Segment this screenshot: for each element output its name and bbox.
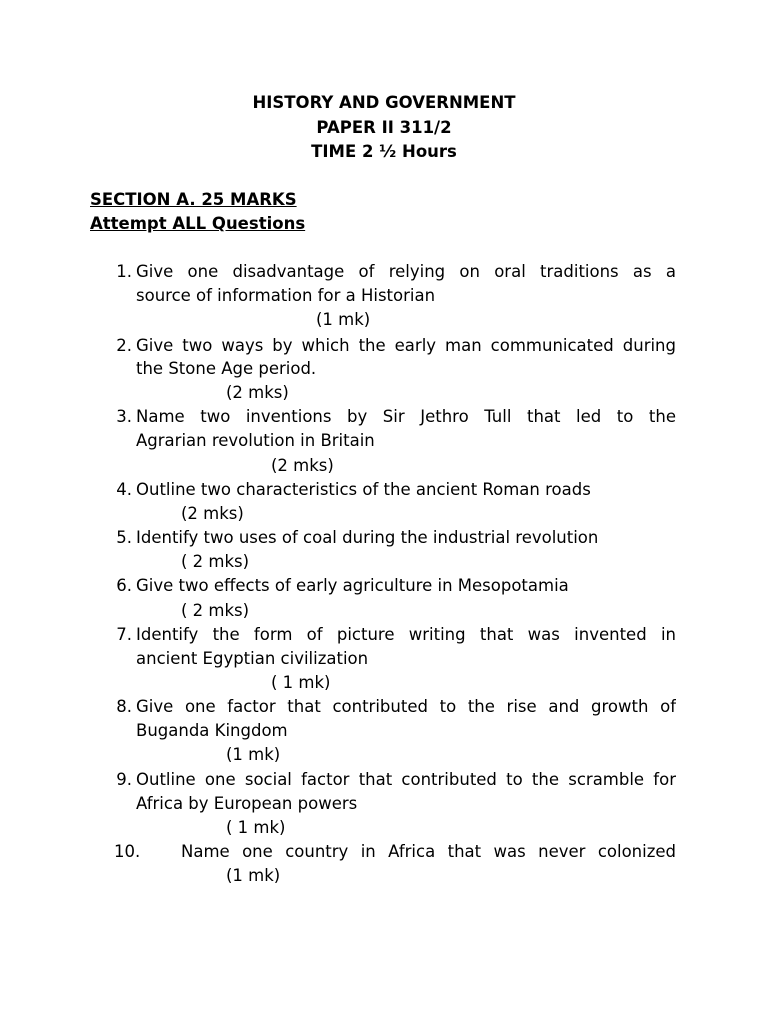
question-text-line: the Stone Age period.	[136, 359, 317, 378]
question-number: 7.	[116, 625, 132, 644]
question-text-line: Name one country in Africa that was never colonized	[181, 842, 676, 861]
question-number: 4.	[116, 480, 132, 499]
question-marks: ( 1 mk)	[226, 818, 286, 837]
question-text-line: Identify two uses of coal during the industrial revolution	[136, 528, 599, 547]
section-instruction: Attempt ALL Questions	[90, 214, 306, 233]
question-number: 1.	[116, 262, 132, 281]
question-marks: (1 mk)	[316, 310, 371, 329]
question-marks: ( 2 mks)	[181, 601, 250, 620]
question-text-line: Give two effects of early agriculture in Mesopotamia	[136, 576, 569, 595]
question-marks: (1 mk)	[226, 745, 281, 764]
question-marks: (2 mks)	[181, 504, 244, 523]
question-number: 8.	[116, 697, 132, 716]
question-text-line: Africa by European powers	[136, 794, 358, 813]
question-number: 10.	[114, 842, 141, 861]
question-text-line: Give one factor that contributed to the rise and growth of	[136, 697, 676, 716]
question-marks: ( 2 mks)	[181, 552, 250, 571]
paper-code: PAPER II 311/2	[316, 118, 452, 137]
question-marks: ( 1 mk)	[271, 673, 331, 692]
question-text-line: Name two inventions by Sir Jethro Tull that led to the	[136, 407, 676, 426]
question-text-line: Outline one social factor that contributed to the scramble for	[136, 770, 676, 789]
question-number: 3.	[116, 407, 132, 426]
paper-time: TIME 2 ½ Hours	[311, 142, 457, 161]
question-text-line: Outline two characteristics of the ancient Roman roads	[136, 480, 591, 499]
question-marks: (2 mks)	[271, 456, 334, 475]
question-text-line: Identify the form of picture writing that was invented in	[136, 625, 676, 644]
question-text-line: Buganda Kingdom	[136, 721, 288, 740]
question-text-line: ancient Egyptian civilization	[136, 649, 369, 668]
question-text-line: Agrarian revolution in Britain	[136, 431, 375, 450]
question-number: 9.	[116, 770, 132, 789]
question-text-line: Give one disadvantage of relying on oral traditions as a	[136, 262, 676, 281]
question-text-line: Give two ways by which the early man communicated during	[136, 336, 676, 355]
question-text-line: source of information for a Historian	[136, 286, 436, 305]
question-number: 2.	[116, 336, 132, 355]
paper-title: HISTORY AND GOVERNMENT	[252, 93, 516, 112]
section-heading: SECTION A. 25 MARKS	[90, 190, 297, 209]
question-number: 5.	[116, 528, 132, 547]
question-number: 6.	[116, 576, 132, 595]
question-marks: (1 mk)	[226, 866, 281, 885]
question-marks: (2 mks)	[226, 383, 289, 402]
